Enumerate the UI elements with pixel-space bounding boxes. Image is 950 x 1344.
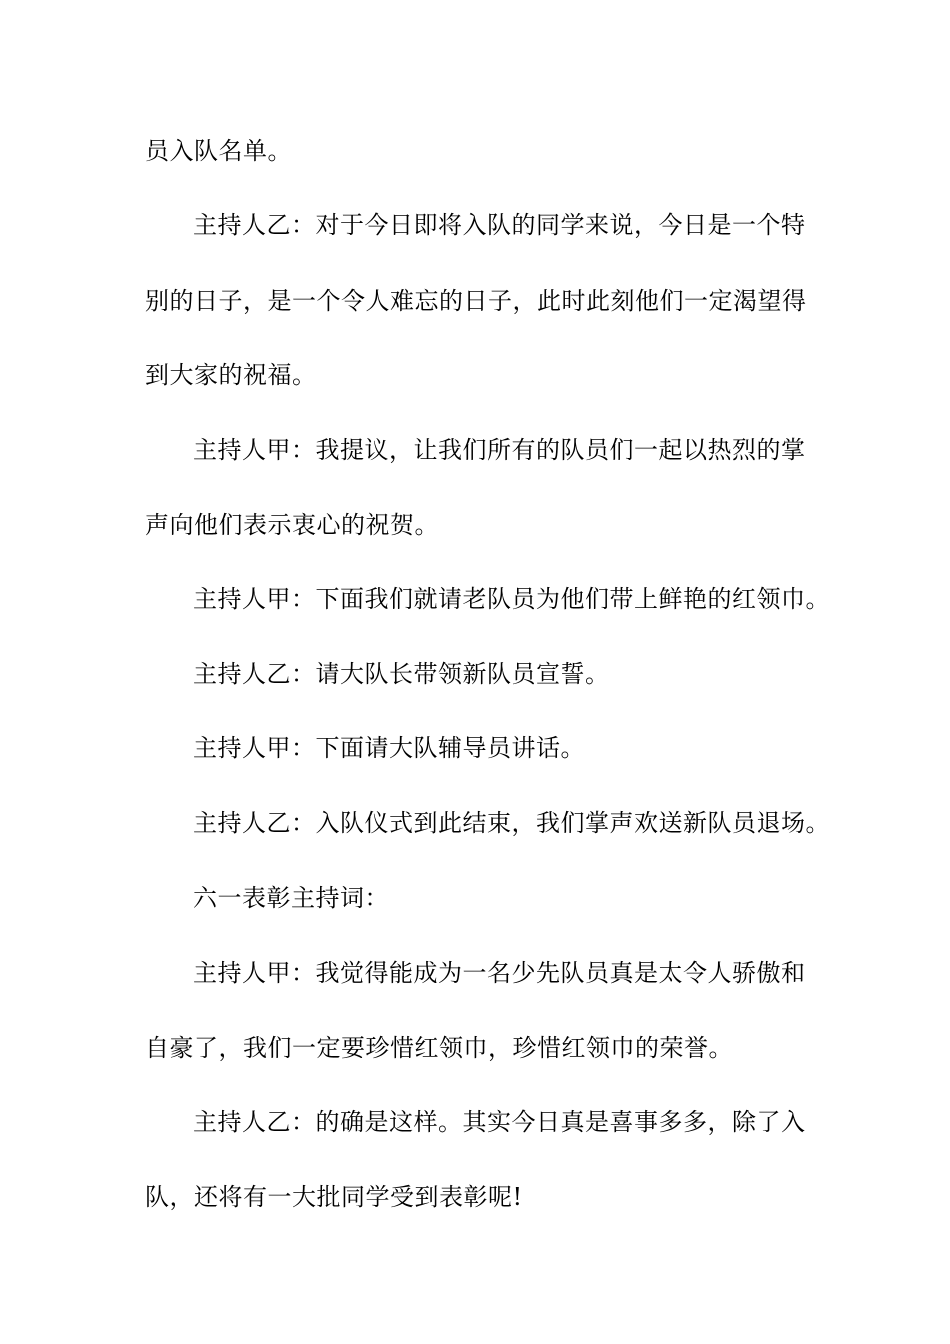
text-line: 主持人甲：我提议，让我们所有的队员们一起以热烈的掌 [193, 436, 806, 464]
text-line: 到大家的祝福。 [145, 361, 317, 389]
text-line: 别的日子，是一个令人难忘的日子，此时此刻他们一定渴望得 [145, 287, 807, 315]
text-line: 主持人乙：请大队长带领新队员宣誓。 [193, 660, 610, 688]
text-line: 主持人乙：对于今日即将入队的同学来说，今日是一个特 [193, 211, 806, 239]
text-line: 自豪了，我们一定要珍惜红领巾，珍惜红领巾的荣誉。 [145, 1034, 733, 1062]
text-line: 队，还将有一大批同学受到表彰呢! [145, 1183, 523, 1211]
text-line: 员入队名单。 [145, 137, 292, 165]
text-line: 主持人甲：下面请大队辅导员讲话。 [193, 734, 585, 762]
text-line: 主持人甲：下面我们就请老队员为他们带上鲜艳的红领巾。 [193, 585, 830, 613]
section-heading: 六一表彰主持词： [193, 884, 389, 912]
text-line: 主持人甲：我觉得能成为一名少先队员真是太令人骄傲和 [193, 959, 806, 987]
text-line: 主持人乙：入队仪式到此结束，我们掌声欢送新队员退场。 [193, 809, 830, 837]
text-line: 主持人乙：的确是这样。其实今日真是喜事多多，除了入 [193, 1108, 806, 1136]
text-line: 声向他们表示衷心的祝贺。 [145, 511, 439, 539]
